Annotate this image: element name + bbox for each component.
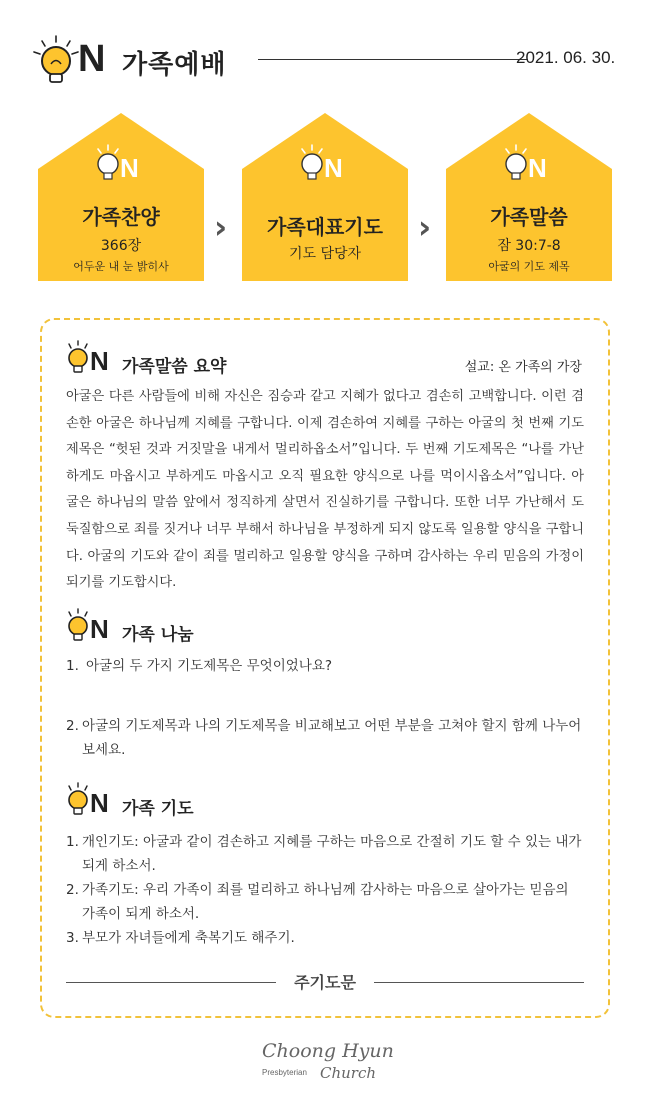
list-item xyxy=(66,926,584,950)
step-title: 가족찬양 xyxy=(82,205,160,229)
item-text: 부모가 자녀들에게 축복기도 해주기. xyxy=(82,930,295,946)
prayer-list xyxy=(66,830,584,950)
list-item xyxy=(66,830,584,878)
page-header xyxy=(30,24,620,94)
item-text: 아굴의 기도제목과 나의 기도제목을 비교해보고 어떤 부분을 고쳐야 할지 함께 나누어보세요. xyxy=(82,718,582,758)
logo-letter: N xyxy=(90,788,109,818)
section-title: 가족말씀 요약 xyxy=(122,357,227,377)
sharing-list xyxy=(66,654,584,678)
sharing-list-2 xyxy=(66,714,584,762)
item-number: 1. xyxy=(66,658,79,674)
chevron-right-icon: › xyxy=(214,208,228,246)
sharing-heading xyxy=(62,612,582,652)
sermon-title: 설교: 온 가족의 가장 xyxy=(464,360,582,375)
svg-text:N: N xyxy=(324,153,343,183)
service-date: 2021. 06. 30. xyxy=(516,48,616,67)
prayer-heading xyxy=(62,786,582,826)
step-title: 가족대표기도 xyxy=(267,215,383,239)
summary-body: 아굴은 다른 사람들에 비해 자신은 짐승과 같고 지혜가 없다고 겸손히 고백합니다. 이런 겸손한 아굴은 하나님께 지혜를 구합니다. 이제 겸손하여 지혜를 구하는 아굴의 첫 번째 기도제목은 “헛된 것과 거짓말을 내게서 멀리하옵소서”입니다. 두 번째 기도제목은 “나를 가난하게도 마옵시고 부하게도 마옵시고 오직 필요한 양식으로 나를 먹이시옵소서”입니다. 아굴은 하나님의 말씀 앞에서 정직하게 살면서 진실하기를 구합니다. 또한 너무 가난해서 도둑질함으로 죄를 짓거나 너무 부해서 하나님을 부정하게 되지 않도록 일용할 양식을 구합니다. 아굴의 기도와 같이 죄를 멀리하고 일용할 양식을 구하며 감사하는 우리 믿음의 가정이 되기를 기도합시다. xyxy=(66,389,584,591)
section-title: 가족 나눔 xyxy=(122,625,194,645)
church-logo xyxy=(262,1040,402,1090)
step-note: 아굴의 기도 제목 xyxy=(488,260,570,273)
page-title: 가족예배 xyxy=(122,50,227,80)
item-number: 1. xyxy=(66,834,79,850)
item-text: 가족기도: 우리 가족이 죄를 멀리하고 하나님께 감사하는 마음으로 살아가는 믿음의 가족이 되게 하소서. xyxy=(82,882,569,922)
item-text: 아굴의 두 가지 기도제목은 무엇이었나요? xyxy=(86,658,333,674)
lightbulb-icon xyxy=(88,139,152,203)
lightbulb-icon xyxy=(30,34,82,86)
step-praise xyxy=(38,113,204,281)
item-number: 2. xyxy=(66,882,79,898)
step-sub: 366장 xyxy=(100,238,142,254)
list-item xyxy=(66,714,584,762)
svg-text:N: N xyxy=(120,153,139,183)
section-title: 가족 기도 xyxy=(122,799,194,819)
step-sub: 기도 담당자 xyxy=(288,246,362,262)
logo-letter: N xyxy=(78,38,106,80)
item-number: 3. xyxy=(66,930,79,946)
summary-heading xyxy=(62,344,582,384)
list-item xyxy=(66,654,584,678)
list-item xyxy=(66,878,584,926)
step-sub: 잠 30:7-8 xyxy=(497,238,561,254)
church-name: Choong Hyun xyxy=(262,1040,394,1062)
church-denomination: Presbyterian xyxy=(262,1068,307,1077)
step-representative-prayer xyxy=(242,113,408,281)
item-text: 개인기도: 아굴과 같이 겸손하고 지혜를 구하는 마음으로 간절히 기도 할 수 있는 내가 되게 하소서. xyxy=(82,834,582,874)
church-word: Church xyxy=(320,1064,377,1082)
chevron-right-icon: › xyxy=(418,208,432,246)
step-note: 어두운 내 눈 밝히사 xyxy=(73,260,169,273)
header-divider xyxy=(258,59,528,60)
lords-prayer-label: 주기도문 xyxy=(294,973,356,992)
logo-letter: N xyxy=(90,614,109,644)
logo-letter: N xyxy=(90,346,109,376)
svg-text:N: N xyxy=(528,153,547,183)
step-word xyxy=(446,113,612,281)
step-title: 가족말씀 xyxy=(490,205,568,229)
lightbulb-icon xyxy=(496,139,560,203)
item-number: 2. xyxy=(66,718,79,734)
lightbulb-icon xyxy=(292,139,356,203)
